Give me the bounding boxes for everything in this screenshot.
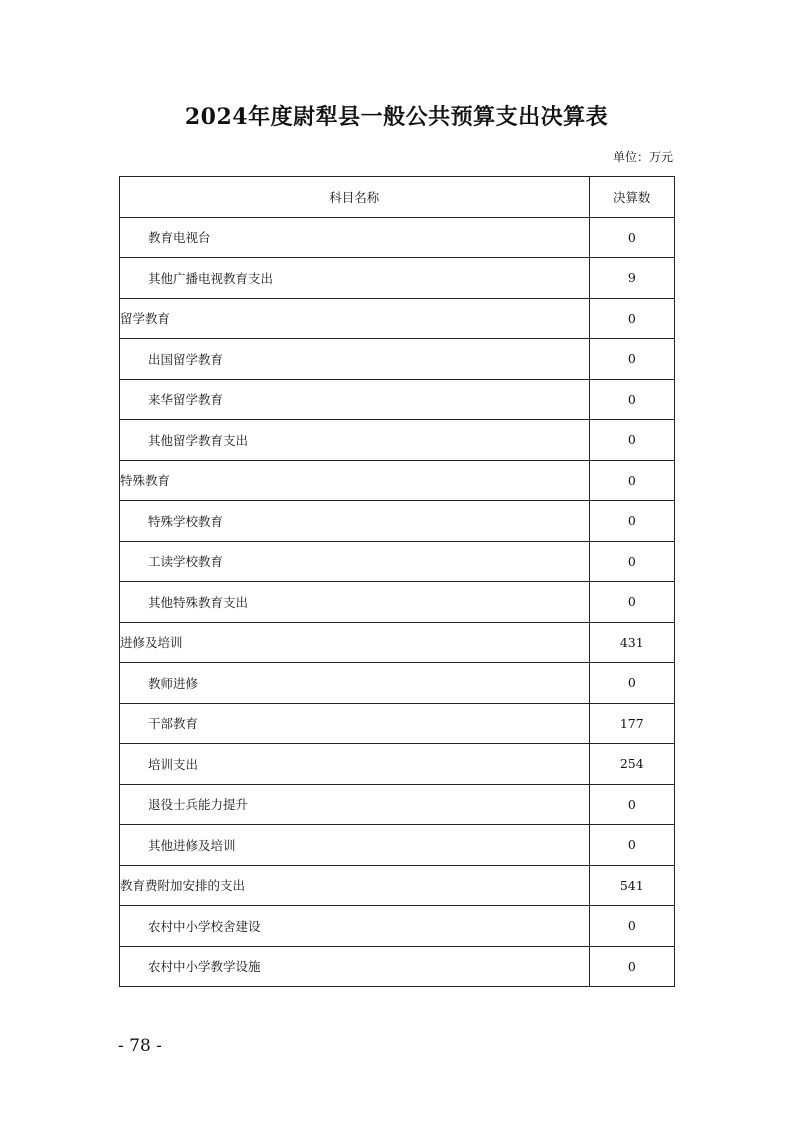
table-row: [120, 663, 675, 704]
row-name: 其他广播电视教育支出: [120, 258, 590, 299]
row-name: 其他特殊教育支出: [120, 582, 590, 623]
row-value: 541: [589, 865, 674, 906]
table-row: [120, 501, 675, 542]
row-value: 0: [589, 541, 674, 582]
row-name: 培训支出: [120, 744, 590, 785]
table-row: [120, 541, 675, 582]
row-name: 出国留学教育: [120, 339, 590, 380]
row-value: 0: [589, 460, 674, 501]
table-row: [120, 946, 675, 987]
table-row: [120, 258, 675, 299]
row-value: 0: [589, 298, 674, 339]
row-value: 0: [589, 825, 674, 866]
row-value: 0: [589, 501, 674, 542]
row-value: 0: [589, 906, 674, 947]
page-title: 2024年度尉犁县一般公共预算支出决算表: [184, 104, 609, 130]
row-value: 0: [589, 217, 674, 258]
row-name: 农村中小学校舍建设: [120, 906, 590, 947]
row-name: 工读学校教育: [120, 541, 590, 582]
row-name: 农村中小学教学设施: [120, 946, 590, 987]
row-name: 留学教育: [120, 298, 590, 339]
row-name: 特殊教育: [120, 460, 590, 501]
table-row: [120, 582, 675, 623]
header-value: 决算数: [589, 177, 674, 218]
row-name: 进修及培训: [120, 622, 590, 663]
unit-label: 单位：万元: [612, 150, 673, 164]
table-row: [120, 339, 675, 380]
row-value: 431: [589, 622, 674, 663]
table-row: [120, 420, 675, 461]
table-header-row: [120, 177, 675, 218]
page-number: - 78 -: [118, 1036, 162, 1056]
table-row: [120, 784, 675, 825]
row-name: 退役士兵能力提升: [120, 784, 590, 825]
table-row: [120, 744, 675, 785]
row-value: 0: [589, 379, 674, 420]
row-value: 0: [589, 339, 674, 380]
row-value: 0: [589, 582, 674, 623]
budget-table: [119, 176, 675, 987]
row-value: 0: [589, 420, 674, 461]
table-row: [120, 865, 675, 906]
table-row: [120, 217, 675, 258]
row-name: 其他进修及培训: [120, 825, 590, 866]
header-name: 科目名称: [120, 177, 590, 218]
row-value: 0: [589, 784, 674, 825]
table-row: [120, 460, 675, 501]
row-value: 177: [589, 703, 674, 744]
row-name: 干部教育: [120, 703, 590, 744]
table-row: [120, 703, 675, 744]
row-name: 教育电视台: [120, 217, 590, 258]
row-name: 来华留学教育: [120, 379, 590, 420]
row-name: 教师进修: [120, 663, 590, 704]
row-value: 0: [589, 663, 674, 704]
row-name: 特殊学校教育: [120, 501, 590, 542]
table-row: [120, 622, 675, 663]
row-name: 教育费附加安排的支出: [120, 865, 590, 906]
row-value: 9: [589, 258, 674, 299]
row-value: 0: [589, 946, 674, 987]
table-row: [120, 379, 675, 420]
row-value: 254: [589, 744, 674, 785]
table-row: [120, 298, 675, 339]
table-row: [120, 906, 675, 947]
row-name: 其他留学教育支出: [120, 420, 590, 461]
table-row: [120, 825, 675, 866]
